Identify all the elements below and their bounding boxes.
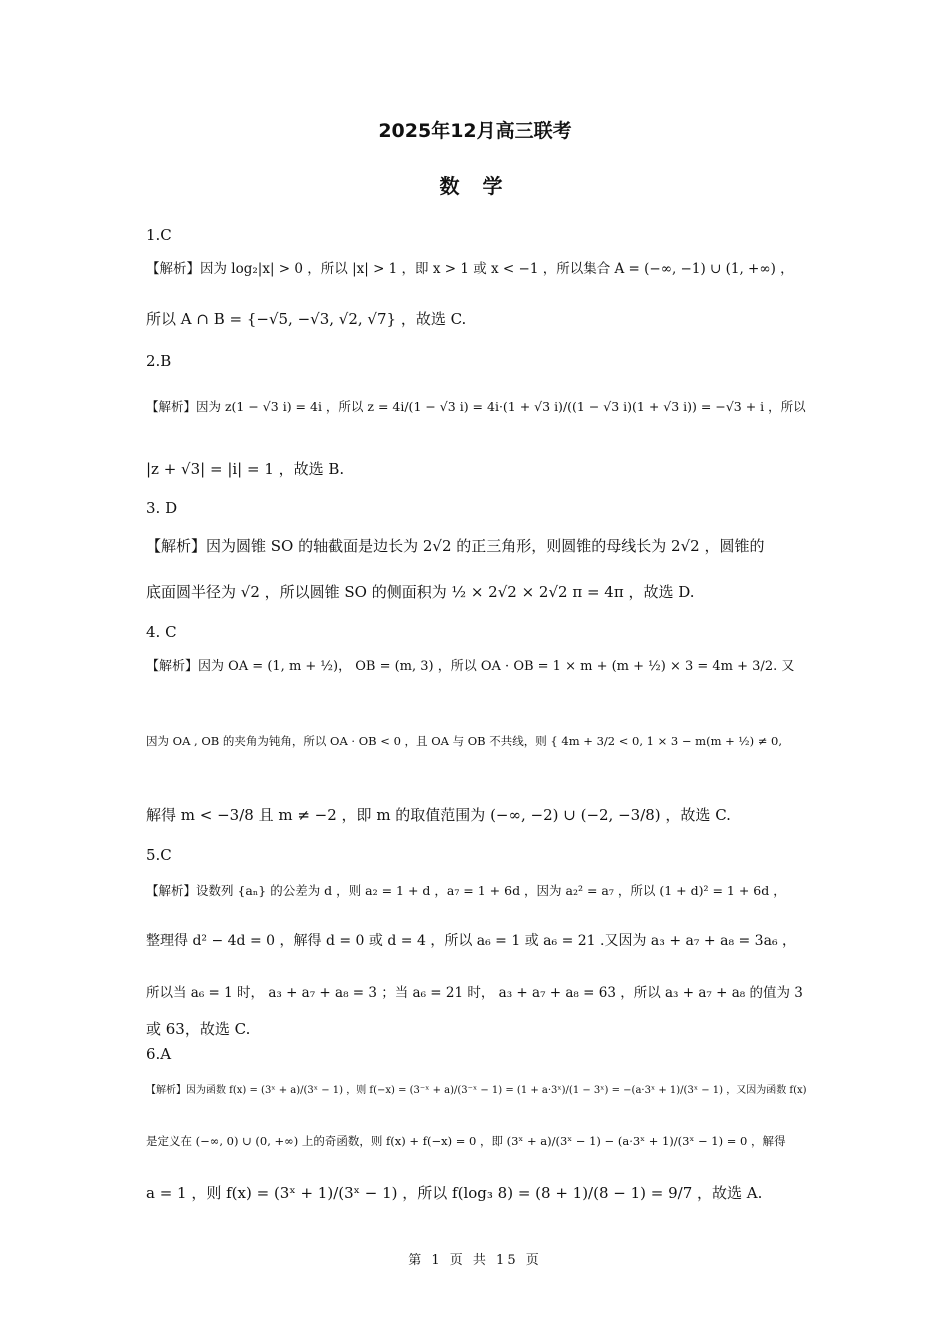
solution-line: 所以 A ∩ B = {−√5, −√3, √2, √7} ，故选 C. <box>146 310 467 328</box>
solution-line: 解得 m < −3/8 且 m ≠ −2 ，即 m 的取值范围为 (−∞, −2) ∪ (−2, −3/8) ，故选 C. <box>146 806 731 824</box>
subject-title: 数 学 <box>439 174 511 198</box>
solution-line: 【解析】因为圆锥 SO 的轴截面是边长为 2√2 的正三角形，则圆锥的母线长为 2√2 ，圆锥的 <box>146 537 765 555</box>
solution-line: 或 63，故选 C. <box>146 1020 251 1038</box>
solution-line: 底面圆半径为 √2 ，所以圆锥 SO 的侧面积为 ½ × 2√2 × 2√2 π = 4π ，故选 D. <box>146 583 695 601</box>
solution-line: 【解析】因为 OA = (1, m + ½)， OB = (m, 3) ，所以 OA · OB = 1 × m + (m + ½) × 3 = 4m + 3/2. 又 <box>146 659 795 674</box>
question-label: 3. D <box>146 499 178 517</box>
question-label: 4. C <box>146 623 177 641</box>
question-label: 1.C <box>146 226 172 244</box>
solution-line: 【解析】因为 log₂|x| > 0 ，所以 |x| > 1 ，即 x > 1 或 x < −1 ，所以集合 A = (−∞, −1) ∪ (1, +∞) ， <box>146 261 794 277</box>
solution-line: 所以当 a₆ = 1 时， a₃ + a₇ + a₈ = 3 ；当 a₆ = 21 时， a₃ + a₇ + a₈ = 63 ，所以 a₃ + a₇ + a₈ 的值为 3 <box>146 985 803 1001</box>
solution-line: 【解析】因为函数 f(x) = (3ˣ + a)/(3ˣ − 1) ，则 f(−x) = (3⁻ˣ + a)/(3⁻ˣ − 1) = (1 + a·3ˣ)/(1 − 3ˣ) = −(a·3ˣ + 1)/(3ˣ − 1) ，又因为函数 f(x) <box>146 1085 807 1096</box>
solution-line: 因为 OA , OB 的夹角为钝角，所以 OA · OB < 0 ，且 OA 与 OB 不共线，则 { 4m + 3/2 < 0, 1 × 3 − m(m + ½) ≠ 0, <box>146 734 782 748</box>
solution-line: 【解析】设数列 {aₙ} 的公差为 d ，则 a₂ = 1 + d ，a₇ = 1 + 6d ，因为 a₂² = a₇ ，所以 (1 + d)² = 1 + 6d ， <box>146 883 786 898</box>
solution-line: 【解析】因为 z(1 − √3 i) = 4i ，所以 z = 4i/(1 − √3 i) = 4i·(1 + √3 i)/((1 − √3 i)(1 + √3 i)) = −√3 + i ，所以 <box>146 399 806 414</box>
page-title: 2025年12月高三联考 <box>378 120 572 142</box>
solution-line: 整理得 d² − 4d = 0 ，解得 d = 0 或 d = 4 ，所以 a₆ = 1 或 a₆ = 21 .又因为 a₃ + a₇ + a₈ = 3a₆ ， <box>146 933 797 949</box>
solution-line: |z + √3| = |i| = 1 ，故选 B. <box>146 460 345 478</box>
solution-line: 是定义在 (−∞, 0) ∪ (0, +∞) 上的奇函数，则 f(x) + f(−x) = 0 ，即 (3ˣ + a)/(3ˣ − 1) − (a·3ˣ + 1)/(3ˣ − 1) = 0 ，解得 <box>146 1134 786 1148</box>
question-label: 6.A <box>146 1045 172 1063</box>
page-number: 第 1 页 共 15 页 <box>408 1253 542 1268</box>
solution-line: a = 1 ，则 f(x) = (3ˣ + 1)/(3ˣ − 1) ，所以 f(log₃ 8) = (8 + 1)/(8 − 1) = 9/7 ，故选 A. <box>146 1184 763 1202</box>
question-label: 2.B <box>146 352 172 370</box>
question-label: 5.C <box>146 846 172 864</box>
